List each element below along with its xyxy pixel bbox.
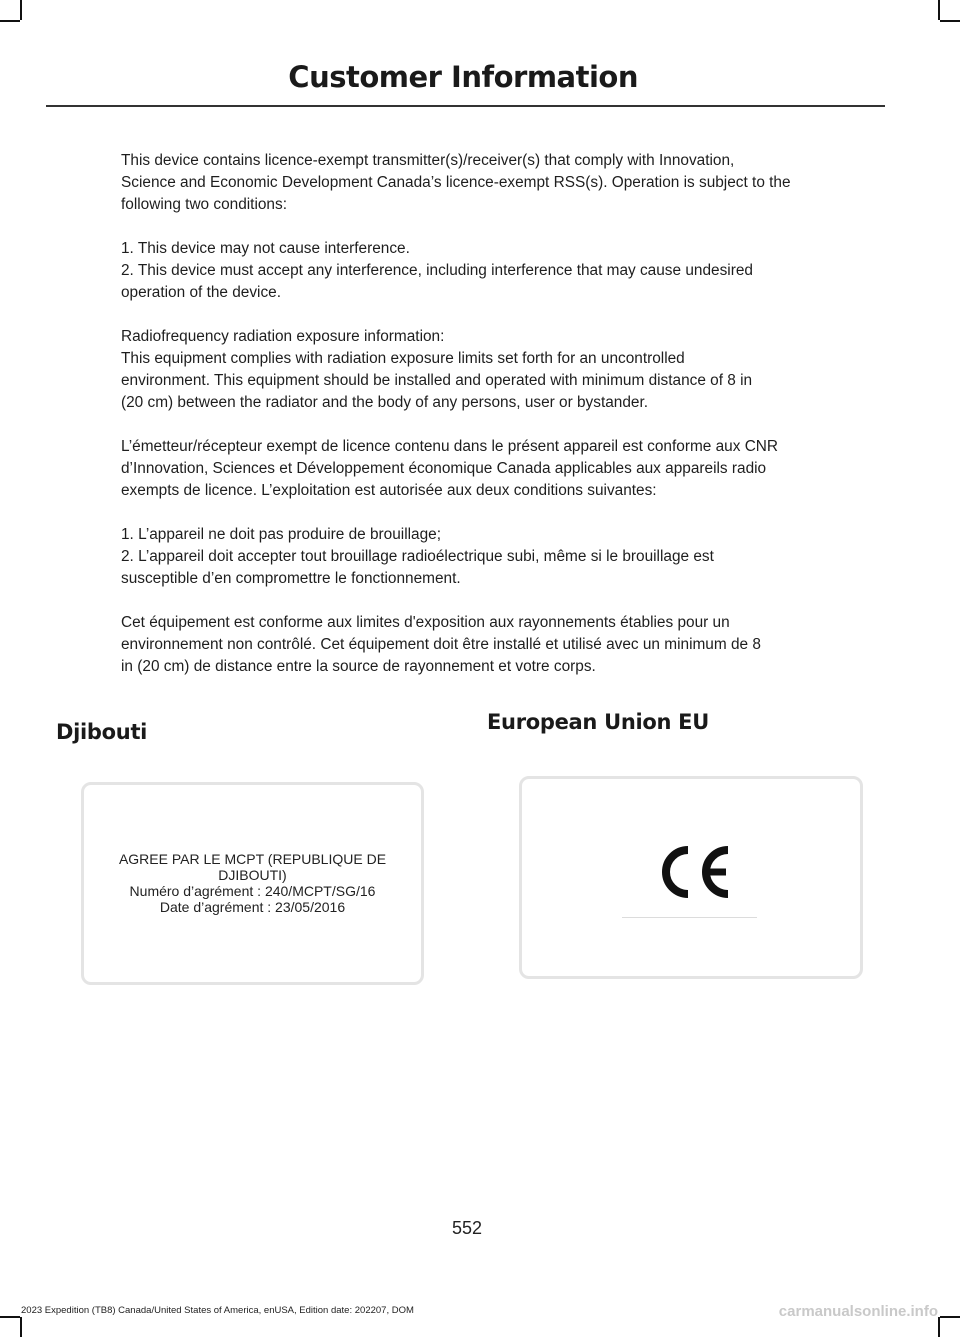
label-line: Numéro d’agrément : 240/MCPT/SG/16 bbox=[129, 883, 376, 899]
text-line: 1. This device may not cause interference. bbox=[121, 240, 410, 257]
crop-mark bbox=[20, 0, 22, 20]
eu-ce-label bbox=[519, 776, 863, 979]
edition-footer: 2023 Expedition (TB8) Canada/United States of America, enUSA, Edition date: 202207, DOM bbox=[21, 1305, 414, 1316]
paragraph bbox=[121, 150, 820, 216]
page-title: Customer Information bbox=[288, 60, 638, 94]
text-line: 1. L’appareil ne doit pas produire de brouillage; bbox=[121, 526, 442, 543]
page-number: 552 bbox=[451, 1218, 483, 1238]
text-line: 2. This device must accept any interference, including interference that may cause undesired bbox=[121, 262, 753, 279]
paragraph bbox=[121, 238, 820, 304]
crop-mark bbox=[940, 20, 960, 22]
paragraph bbox=[121, 436, 820, 502]
text-line: in (20 cm) de distance entre la source de rayonnement et votre corps. bbox=[121, 658, 596, 675]
label-line: AGREE PAR LE MCPT (REPUBLIQUE DE DJIBOUTI) bbox=[118, 851, 387, 883]
ce-mark-icon bbox=[652, 844, 734, 900]
text-line: (20 cm) between the radiator and the body of any persons, user or bystander. bbox=[121, 394, 649, 411]
paragraph bbox=[121, 524, 820, 590]
ce-divider bbox=[622, 917, 757, 918]
text-line: environnement non contrôlé. Cet équipement doit être installé et utilisé avec un minimum de 8 bbox=[121, 636, 761, 653]
text-line: exempts de licence. L’exploitation est autorisée aux deux conditions suivantes: bbox=[121, 482, 657, 499]
crop-mark bbox=[0, 20, 20, 22]
header-divider bbox=[46, 105, 885, 107]
paragraph bbox=[121, 326, 820, 414]
crop-mark bbox=[940, 1316, 960, 1318]
watermark: carmanualsonline.info bbox=[778, 1303, 938, 1320]
section-heading-djibouti: Djibouti bbox=[56, 720, 148, 744]
text-line: This equipment complies with radiation exposure limits set forth for an uncontrolled bbox=[121, 350, 685, 367]
section-heading-eu: European Union EU bbox=[487, 710, 709, 734]
text-line: Cet équipement est conforme aux limites d'exposition aux rayonnements établies pour un bbox=[121, 614, 730, 631]
text-line: 2. L’appareil doit accepter tout brouillage radioélectrique subi, même si le brouillage est bbox=[121, 548, 714, 565]
text-line: L’émetteur/récepteur exempt de licence contenu dans le présent appareil est conforme aux CNR bbox=[121, 438, 779, 455]
text-line: d’Innovation, Sciences et Développement économique Canada applicables aux appareils radio bbox=[121, 460, 767, 477]
djibouti-label-text bbox=[84, 851, 421, 915]
text-line: following two conditions: bbox=[121, 196, 287, 213]
text-line: environment. This equipment should be installed and operated with minimum distance of 8 in bbox=[121, 372, 753, 389]
paragraph bbox=[121, 612, 820, 678]
text-line: This device contains licence-exempt transmitter(s)/receiver(s) that comply with Innovation, bbox=[121, 152, 735, 169]
djibouti-approval-label bbox=[81, 782, 424, 985]
text-line: operation of the device. bbox=[121, 284, 282, 301]
crop-mark bbox=[938, 0, 940, 20]
text-line: Science and Economic Development Canada’s licence-exempt RSS(s). Operation is subject to the bbox=[121, 174, 791, 191]
body-text bbox=[121, 150, 820, 700]
text-line: Radiofrequency radiation exposure information: bbox=[121, 328, 445, 345]
crop-mark bbox=[20, 1317, 22, 1337]
label-line: Date d’agrément : 23/05/2016 bbox=[159, 899, 346, 915]
crop-mark bbox=[938, 1317, 940, 1337]
text-line: susceptible d’en compromettre le fonctionnement. bbox=[121, 570, 461, 587]
crop-mark bbox=[0, 1316, 20, 1318]
